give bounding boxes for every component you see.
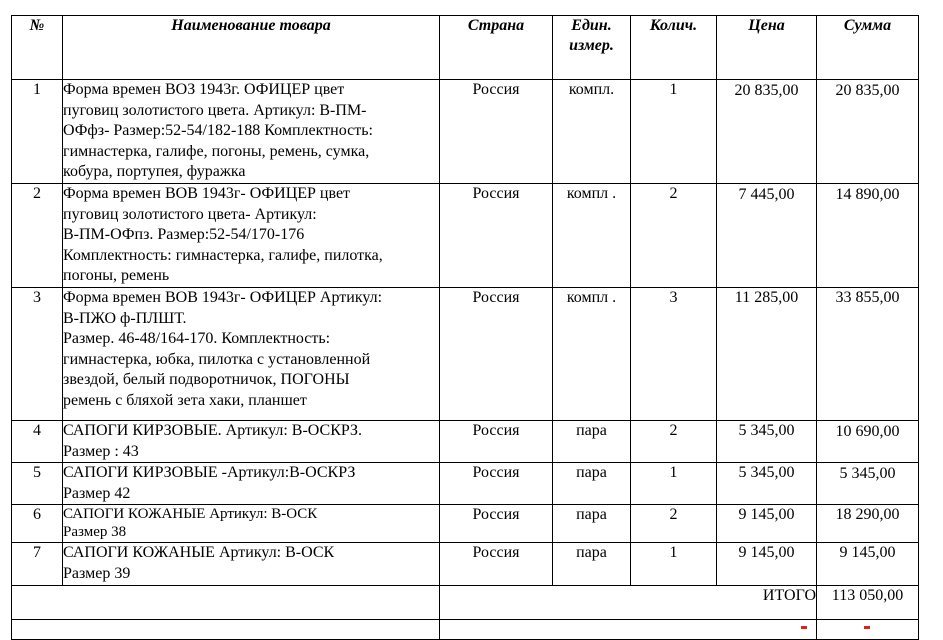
product-name-line: Размер : 43 (63, 442, 139, 460)
unit-cell: компл . (553, 184, 631, 288)
invoice-table (11, 15, 919, 640)
product-name-line: Размер 38 (63, 524, 127, 541)
product-name-line: звездой, белый подворотничок, ПОГОНЫ (63, 371, 350, 389)
country-cell: Россия (440, 184, 553, 288)
country-cell: Россия (440, 543, 553, 585)
qty-cell: 1 (631, 80, 717, 184)
country-cell: Россия (440, 421, 553, 463)
sum-cell: 14 890,00 (817, 184, 919, 288)
price-cell: 9 145,00 (717, 505, 817, 543)
price-cell: 20 835,00 (717, 80, 817, 184)
unit-cell: пара (553, 505, 631, 543)
product-name-line: Комплектность: гимнастерка, галифе, пилотка, (63, 246, 383, 264)
header-num: № (12, 16, 63, 80)
qty-cell: 1 (631, 543, 717, 585)
table-row (12, 543, 919, 585)
product-name-line: САПОГИ КИРЗОВЫЕ. Артикул: В-ОСКРЗ. (63, 422, 363, 439)
product-name-line: кобура, портупея, фуражка (63, 163, 246, 181)
country-cell: Россия (440, 463, 553, 505)
table-row (12, 80, 919, 184)
total-blank (12, 585, 440, 619)
table-row (12, 463, 919, 505)
product-name (63, 543, 440, 585)
product-name-line: Форма времен ВОВ 1943г- ОФИЦЕР Артикул: (63, 289, 383, 306)
total-sum: 113 050,00 (817, 585, 919, 619)
product-name-line: гимнастерка, юбка, пилотка с установленной (63, 350, 371, 368)
product-name-line: Размер 42 (63, 484, 131, 502)
header-country: Страна (440, 16, 553, 80)
price-cell: 5 345,00 (717, 463, 817, 505)
total-row (12, 585, 919, 619)
header-row (12, 16, 919, 80)
header-unit (553, 16, 631, 80)
row-number: 1 (12, 80, 63, 184)
empty-cell (440, 619, 817, 639)
qty-cell: 2 (631, 184, 717, 288)
empty-cell (12, 619, 440, 639)
table-row (12, 505, 919, 543)
product-name (63, 463, 440, 505)
product-name (63, 288, 440, 421)
header-name: Наименование товара (63, 16, 440, 80)
row-number: 6 (12, 505, 63, 543)
empty-row (12, 619, 919, 639)
row-number: 7 (12, 543, 63, 585)
country-cell: Россия (440, 505, 553, 543)
product-name-line: САПОГИ КОЖАНЫЕ Артикул: В-ОСК (63, 506, 318, 523)
unit-cell: компл . (553, 288, 631, 421)
table-row (12, 421, 919, 463)
product-name-line: пуговиц золотистого цвета- Артикул: (63, 205, 317, 223)
sum-cell: 10 690,00 (817, 421, 919, 463)
unit-cell: компл. (553, 80, 631, 184)
unit-cell: пара (553, 543, 631, 585)
table-row (12, 184, 919, 288)
price-cell: 9 145,00 (717, 543, 817, 585)
sum-cell: 5 345,00 (817, 463, 919, 505)
price-cell: 5 345,00 (717, 421, 817, 463)
sum-cell: 9 145,00 (817, 543, 919, 585)
product-name-line: Размер 39 (63, 564, 131, 582)
header-unit-line2: измер. (569, 37, 614, 54)
product-name-line: САПОГИ КОЖАНЫЕ Артикул: В-ОСК (63, 544, 335, 562)
product-name (63, 184, 440, 288)
row-number: 4 (12, 421, 63, 463)
product-name-line: пуговиц золотистого цвета. Артикул: В-ПМ- (63, 101, 367, 119)
product-name-line: гимнастерка, галифе, погоны, ремень, сумка, (63, 142, 370, 160)
product-name (63, 505, 440, 543)
header-sum: Сумма (817, 16, 919, 80)
country-cell: Россия (440, 80, 553, 184)
table-row (12, 288, 919, 421)
header-unit-line1: Един. (571, 17, 612, 34)
product-name-line: ОФфз- Размер:52-54/182-188 Комплектность: (63, 122, 373, 140)
product-name-line: Форма времен ВОВ 1943г- ОФИЦЕР цвет (63, 185, 351, 202)
product-name-line: В-ПМ-ОФпз. Размер:52-54/170-176 (63, 226, 305, 244)
header-qty: Колич. (631, 16, 717, 80)
product-name-line: погоны, ремень (63, 267, 170, 285)
unit-cell: пара (553, 421, 631, 463)
qty-cell: 2 (631, 505, 717, 543)
product-name-line: В-ПЖО ф-ПЛШТ. (63, 309, 187, 327)
unit-cell: пара (553, 463, 631, 505)
product-name-line: САПОГИ КИРЗОВЫЕ -Артикул:В-ОСКРЗ (63, 464, 356, 482)
price-cell: 11 285,00 (717, 288, 817, 421)
empty-cell (817, 619, 919, 639)
product-name-line: Размер. 46-48/164-170. Комплектность: (63, 330, 331, 348)
total-label: ИТОГО (440, 585, 817, 619)
row-number: 5 (12, 463, 63, 505)
header-price: Цена (717, 16, 817, 80)
qty-cell: 1 (631, 463, 717, 505)
qty-cell: 2 (631, 421, 717, 463)
sum-cell: 33 855,00 (817, 288, 919, 421)
row-number: 2 (12, 184, 63, 288)
qty-cell: 3 (631, 288, 717, 421)
price-cell: 7 445,00 (717, 184, 817, 288)
product-name-line: ремень с бляхой зета хаки, планшет (63, 391, 307, 409)
product-name-line: Форма времен ВОЗ 1943г. ОФИЦЕР цвет (63, 81, 345, 98)
product-name (63, 80, 440, 184)
row-number: 3 (12, 288, 63, 421)
sum-cell: 18 290,00 (817, 505, 919, 543)
country-cell: Россия (440, 288, 553, 421)
product-name (63, 421, 440, 463)
sum-cell: 20 835,00 (817, 80, 919, 184)
